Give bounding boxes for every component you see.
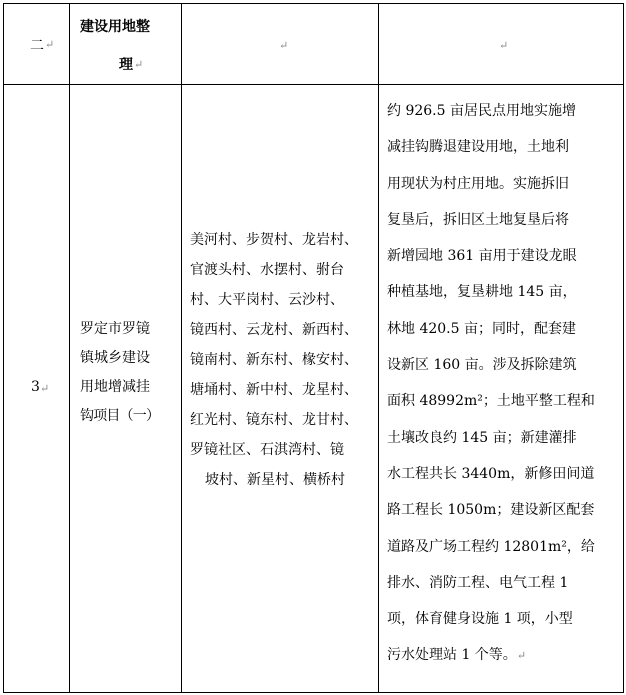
paragraph-mark: ↵ bbox=[499, 39, 509, 52]
content-line: 道路及广场工程约 12801m²，给 bbox=[387, 538, 595, 555]
paragraph-mark: ↵ bbox=[45, 38, 55, 51]
paragraph-mark: ↵ bbox=[279, 39, 289, 52]
header-category-cell bbox=[70, 4, 181, 84]
header-villages-cell bbox=[182, 4, 378, 84]
content-line: 新增园地 361 亩用于建设龙眼 bbox=[387, 248, 577, 265]
row-seq: 3 bbox=[31, 379, 40, 395]
table-bottom-border bbox=[3, 692, 624, 693]
content-line: 用现状为村庄用地。实施拆旧 bbox=[387, 175, 569, 192]
project-name bbox=[80, 315, 159, 431]
project-name-line: 镇城乡建设 bbox=[80, 350, 150, 366]
villages-line: 村、大平岗村、云沙村、 bbox=[190, 292, 344, 308]
paragraph-mark: ↵ bbox=[134, 58, 144, 71]
header-category-line1: 建设用地整 bbox=[80, 19, 150, 35]
paragraph-mark: ↵ bbox=[516, 649, 527, 663]
content-line: 约 926.5 亩居民点用地实施增 bbox=[387, 103, 576, 119]
project-name-line: 钩项目（一） bbox=[80, 408, 160, 424]
villages-list bbox=[190, 225, 358, 495]
seq-cell bbox=[4, 85, 69, 692]
villages-cell bbox=[182, 85, 378, 692]
villages-line: 红光村、镜东村、龙甘村、 bbox=[190, 412, 358, 428]
header-seq: 二 bbox=[30, 38, 44, 54]
villages-line: 镜西村、云龙村、新西村、 bbox=[190, 322, 358, 338]
header-seq-cell bbox=[4, 4, 69, 84]
villages-line: 塘埇村、新中村、龙星村、 bbox=[190, 382, 358, 398]
content-line: 减挂钩腾退建设用地，土地利 bbox=[387, 139, 569, 156]
content-line: 复垦后，拆旧区土地复垦后将 bbox=[387, 211, 569, 228]
paragraph-mark: ↵ bbox=[40, 382, 50, 395]
content-line: 土壤改良约 145 亩；新建灌排 bbox=[387, 429, 577, 446]
content-line: 林地 420.5 亩；同时，配套建 bbox=[387, 320, 576, 337]
villages-line: 坡村、新星村、横桥村 bbox=[205, 472, 345, 488]
content-line: 设新区 160 亩。涉及拆除建筑 bbox=[387, 357, 577, 374]
content-line-text: 污水处理站 1 个等。 bbox=[387, 647, 517, 664]
project-name-line: 罗定市罗镜 bbox=[80, 321, 150, 337]
content-line: 水工程共长 3440m，新修田间道 bbox=[387, 465, 595, 482]
villages-line: 官渡头村、水摆村、驸台 bbox=[190, 262, 344, 278]
content-line: 排水、消防工程、电气工程 1 bbox=[387, 574, 569, 591]
header-category-line2: 理 bbox=[119, 57, 133, 73]
project-name-cell bbox=[70, 85, 181, 692]
content-cell bbox=[379, 85, 623, 692]
villages-line: 罗镜社区、石淇湾村、镜 bbox=[190, 442, 344, 458]
table-right-border bbox=[623, 3, 624, 693]
project-name-line: 用地增减挂 bbox=[80, 379, 150, 395]
villages-line: 美河村、步贺村、龙岩村、 bbox=[190, 232, 358, 248]
content-line: 项，体育健身设施 1 项，小型 bbox=[387, 611, 573, 628]
content-line: 种植基地，复垦耕地 145 亩， bbox=[387, 284, 577, 301]
content-line bbox=[387, 637, 595, 674]
content-text bbox=[387, 93, 595, 675]
villages-line: 镜南村、新东村、椽安村、 bbox=[190, 352, 358, 368]
content-line: 路工程长 1050m；建设新区配套 bbox=[387, 502, 595, 519]
header-content-cell bbox=[379, 4, 623, 84]
content-line: 面积 48992m²；土地平整工程和 bbox=[387, 393, 595, 410]
